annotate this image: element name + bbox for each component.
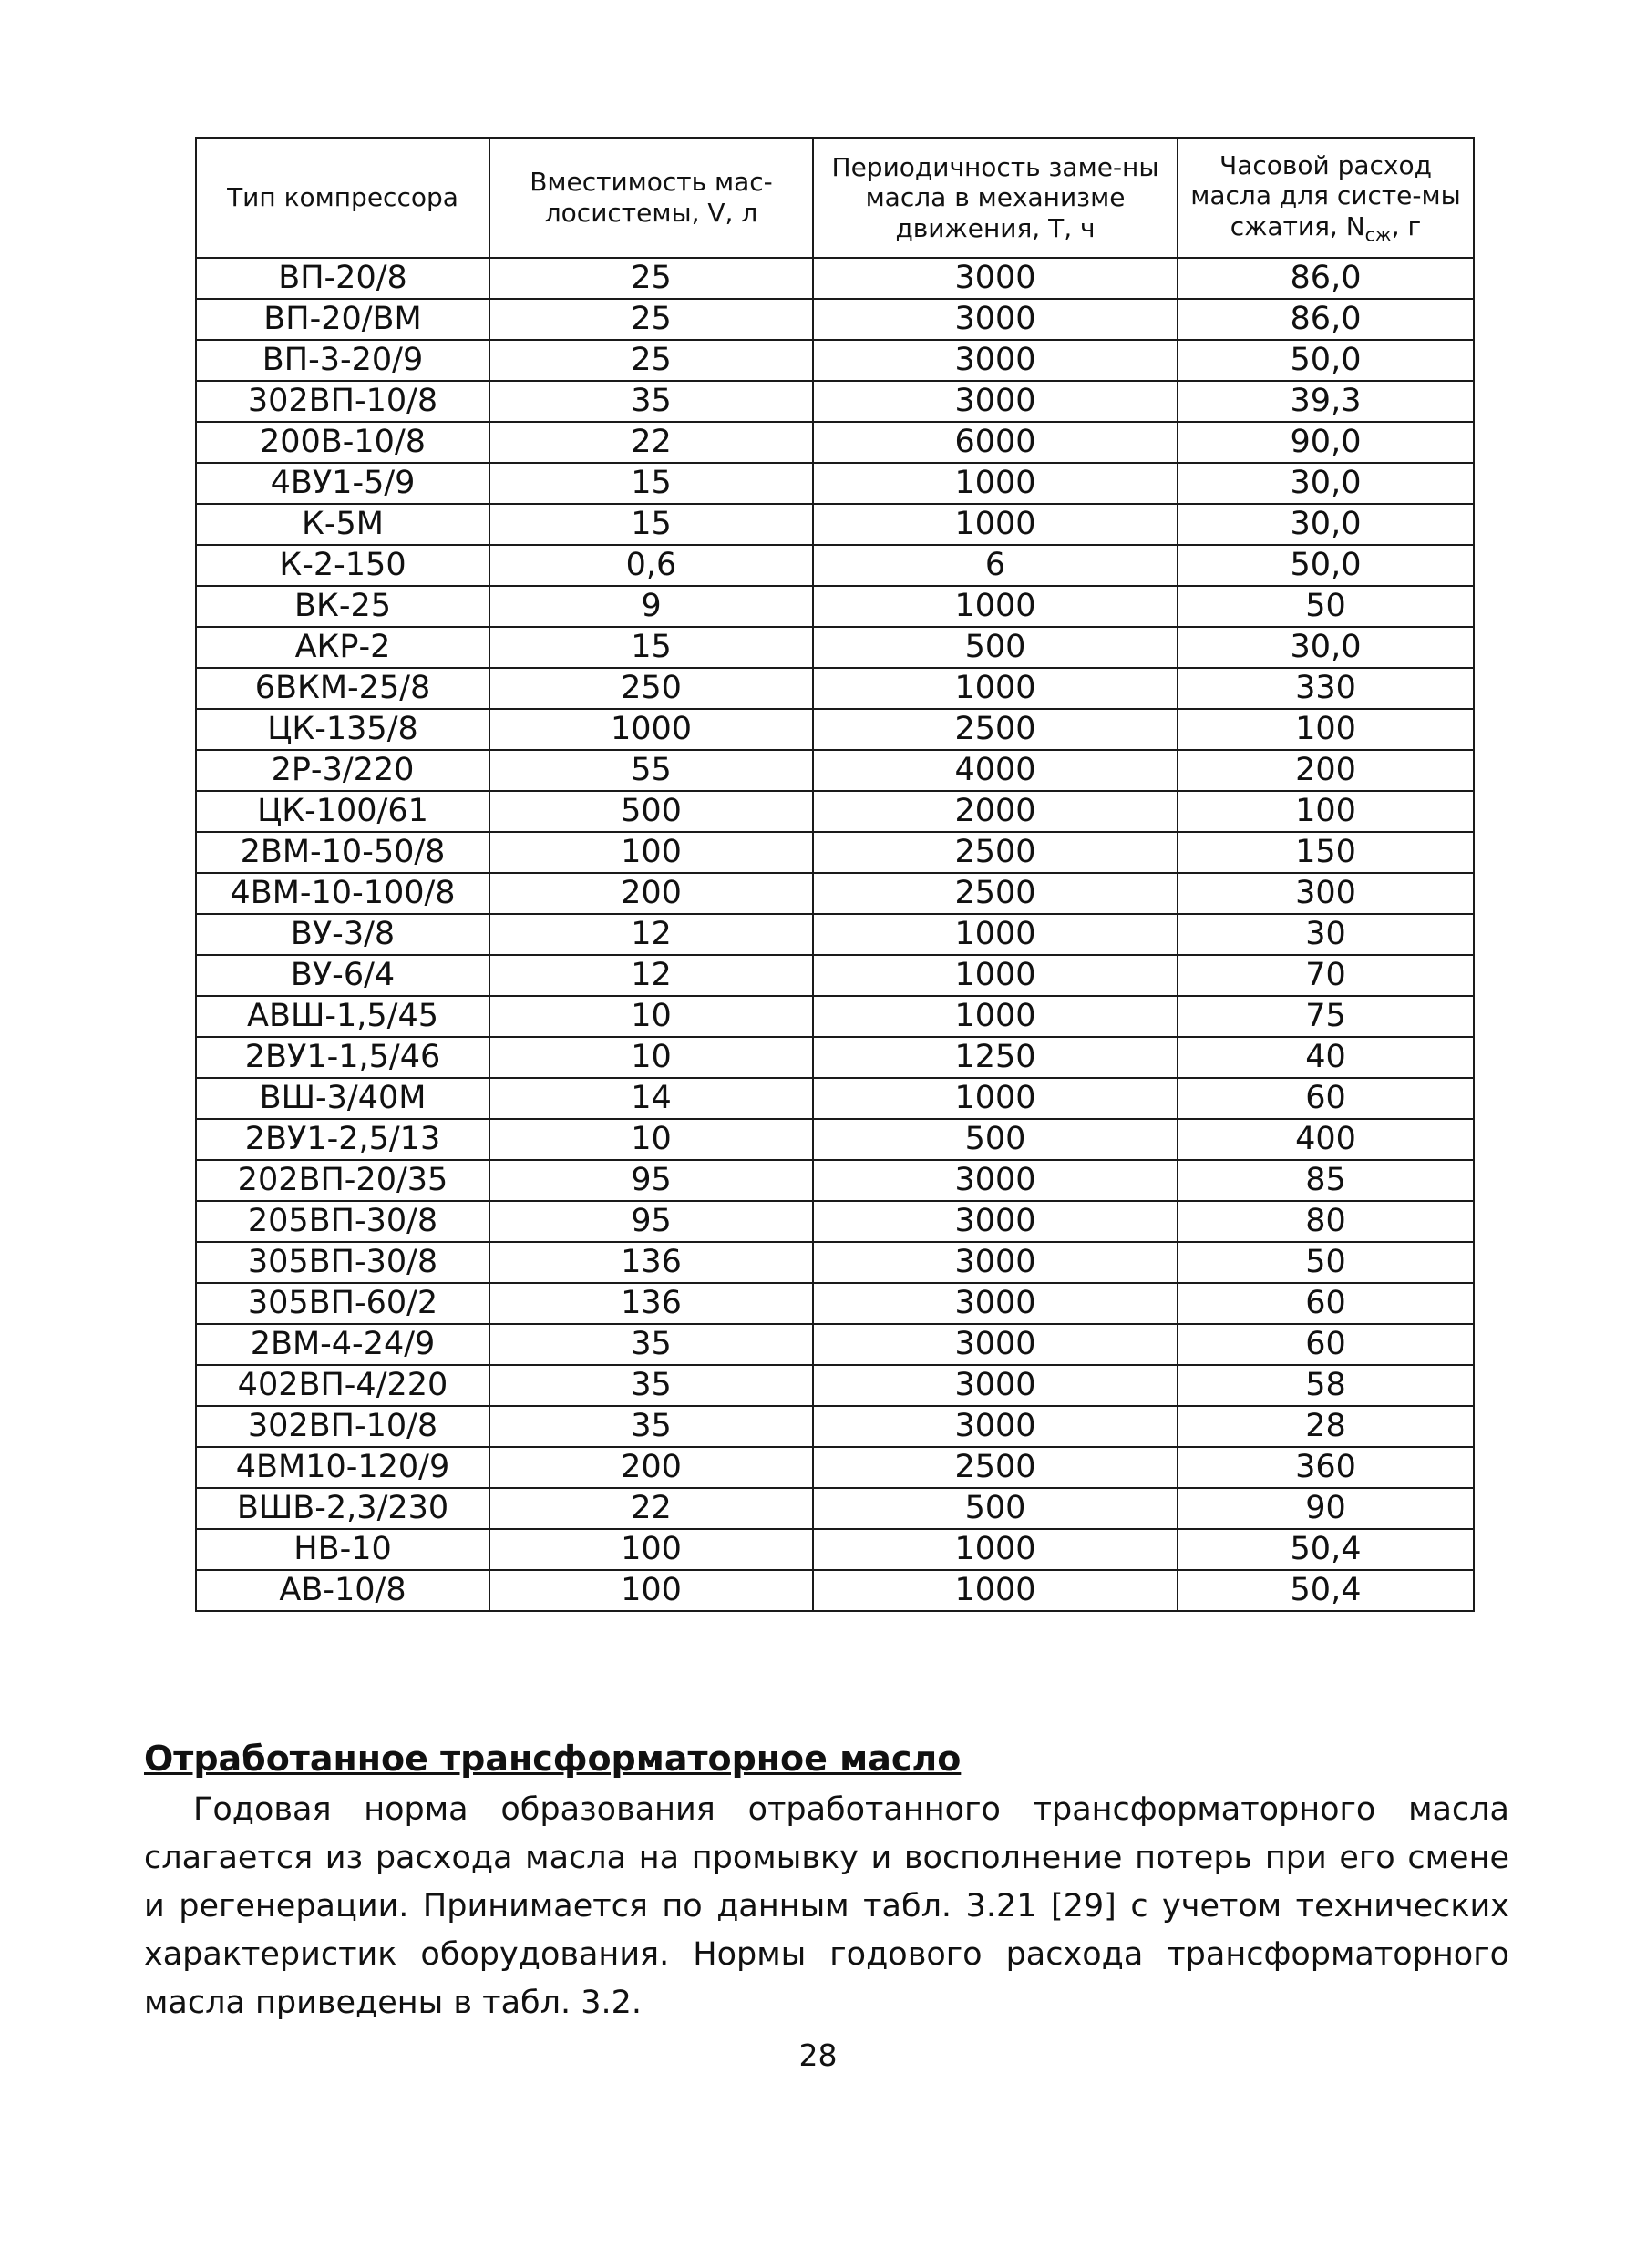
cell-capacity: 35: [489, 1365, 813, 1406]
header-consumption-text: Часовой расход масла для систе-мы сжатия, N: [1190, 149, 1461, 241]
table-row: [196, 258, 1474, 299]
cell-period: 3000: [813, 1406, 1178, 1447]
cell-consumption: 100: [1178, 791, 1474, 832]
table-row: [196, 1365, 1474, 1406]
cell-period: 1000: [813, 504, 1178, 545]
cell-type: 305ВП-60/2: [196, 1283, 489, 1324]
cell-capacity: 22: [489, 422, 813, 463]
cell-type: АВ-10/8: [196, 1570, 489, 1611]
table-row: [196, 381, 1474, 422]
cell-consumption: 50: [1178, 1242, 1474, 1283]
cell-type: 200В-10/8: [196, 422, 489, 463]
cell-period: 3000: [813, 1201, 1178, 1242]
cell-consumption: 60: [1178, 1078, 1474, 1119]
cell-capacity: 0,6: [489, 545, 813, 586]
cell-period: 1250: [813, 1037, 1178, 1078]
table-row: [196, 873, 1474, 914]
cell-capacity: 25: [489, 299, 813, 340]
cell-capacity: 25: [489, 258, 813, 299]
cell-period: 1000: [813, 914, 1178, 955]
section-paragraph: Годовая норма образования отработанного трансформаторного масла слагается из расхода масла на промывку и восполнение потерь при его смене и регенерации. Принимается по данным табл. 3.21 [29] с учетом технических характеристик оборудования. Нормы годового расхода трансформаторного масла приведены в табл. 3.2.: [144, 1791, 1509, 2021]
cell-period: 1000: [813, 586, 1178, 627]
table-row: [196, 340, 1474, 381]
cell-type: ВШ-3/40М: [196, 1078, 489, 1119]
table-row: [196, 463, 1474, 504]
cell-type: АКР-2: [196, 627, 489, 668]
cell-type: 302ВП-10/8: [196, 1406, 489, 1447]
cell-period: 1000: [813, 1529, 1178, 1570]
cell-consumption: 30,0: [1178, 627, 1474, 668]
cell-capacity: 10: [489, 996, 813, 1037]
cell-consumption: 40: [1178, 1037, 1474, 1078]
cell-period: 6: [813, 545, 1178, 586]
cell-capacity: 35: [489, 1324, 813, 1365]
cell-capacity: 1000: [489, 709, 813, 750]
table-row: [196, 422, 1474, 463]
table-row: [196, 1201, 1474, 1242]
cell-capacity: 136: [489, 1242, 813, 1283]
cell-type: ВУ-3/8: [196, 914, 489, 955]
cell-type: 2ВМ-10-50/8: [196, 832, 489, 873]
cell-consumption: 90,0: [1178, 422, 1474, 463]
cell-consumption: 50,4: [1178, 1570, 1474, 1611]
cell-type: 2ВУ1-1,5/46: [196, 1037, 489, 1078]
cell-period: 500: [813, 1119, 1178, 1160]
cell-period: 1000: [813, 1570, 1178, 1611]
cell-consumption: 75: [1178, 996, 1474, 1037]
cell-capacity: 100: [489, 1570, 813, 1611]
cell-type: АВШ-1,5/45: [196, 996, 489, 1037]
cell-type: К-2-150: [196, 545, 489, 586]
cell-consumption: 86,0: [1178, 299, 1474, 340]
cell-type: ВП-20/8: [196, 258, 489, 299]
cell-consumption: 58: [1178, 1365, 1474, 1406]
cell-type: НВ-10: [196, 1529, 489, 1570]
table-row: [196, 709, 1474, 750]
cell-type: ВП-3-20/9: [196, 340, 489, 381]
cell-capacity: 10: [489, 1037, 813, 1078]
cell-consumption: 400: [1178, 1119, 1474, 1160]
cell-consumption: 50,0: [1178, 545, 1474, 586]
table-row: [196, 1529, 1474, 1570]
header-consumption-subscript: сж: [1364, 223, 1392, 246]
cell-period: 2500: [813, 832, 1178, 873]
cell-capacity: 136: [489, 1283, 813, 1324]
table-row: [196, 832, 1474, 873]
table-row: [196, 668, 1474, 709]
table-row: [196, 1283, 1474, 1324]
table-row: [196, 1447, 1474, 1488]
cell-consumption: 50,0: [1178, 340, 1474, 381]
header-period: Периодичность заме-ны масла в механизме движения, T, ч: [813, 138, 1178, 258]
cell-consumption: 200: [1178, 750, 1474, 791]
cell-consumption: 100: [1178, 709, 1474, 750]
table-row: [196, 791, 1474, 832]
header-capacity: Вместимость мас-лосистемы, V, л: [489, 138, 813, 258]
cell-consumption: 80: [1178, 1201, 1474, 1242]
cell-capacity: 200: [489, 1447, 813, 1488]
header-consumption: [1178, 138, 1474, 258]
cell-consumption: 90: [1178, 1488, 1474, 1529]
cell-period: 4000: [813, 750, 1178, 791]
cell-period: 6000: [813, 422, 1178, 463]
cell-consumption: 50: [1178, 586, 1474, 627]
cell-type: ВК-25: [196, 586, 489, 627]
table-row: [196, 1119, 1474, 1160]
cell-capacity: 22: [489, 1488, 813, 1529]
cell-type: ВП-20/ВМ: [196, 299, 489, 340]
table-row: [196, 1078, 1474, 1119]
cell-period: 3000: [813, 1283, 1178, 1324]
cell-period: 3000: [813, 258, 1178, 299]
cell-capacity: 15: [489, 627, 813, 668]
cell-period: 3000: [813, 381, 1178, 422]
table-body: [196, 258, 1474, 1611]
table-row: [196, 996, 1474, 1037]
table-row: [196, 299, 1474, 340]
cell-capacity: 15: [489, 504, 813, 545]
cell-period: 500: [813, 627, 1178, 668]
cell-period: 1000: [813, 1078, 1178, 1119]
cell-capacity: 250: [489, 668, 813, 709]
table-row: [196, 1242, 1474, 1283]
cell-consumption: 85: [1178, 1160, 1474, 1201]
table-row: [196, 955, 1474, 996]
cell-consumption: 86,0: [1178, 258, 1474, 299]
cell-capacity: 25: [489, 340, 813, 381]
cell-type: ЦК-135/8: [196, 709, 489, 750]
cell-type: ЦК-100/61: [196, 791, 489, 832]
cell-capacity: 35: [489, 381, 813, 422]
cell-period: 2500: [813, 1447, 1178, 1488]
cell-period: 1000: [813, 668, 1178, 709]
table-row: [196, 1570, 1474, 1611]
cell-period: 2500: [813, 873, 1178, 914]
cell-type: 305ВП-30/8: [196, 1242, 489, 1283]
cell-capacity: 500: [489, 791, 813, 832]
cell-type: 205ВП-30/8: [196, 1201, 489, 1242]
cell-consumption: 28: [1178, 1406, 1474, 1447]
cell-period: 1000: [813, 955, 1178, 996]
table-row: [196, 1406, 1474, 1447]
cell-period: 2000: [813, 791, 1178, 832]
cell-capacity: 9: [489, 586, 813, 627]
cell-period: 3000: [813, 1160, 1178, 1201]
cell-capacity: 95: [489, 1160, 813, 1201]
cell-type: К-5М: [196, 504, 489, 545]
cell-period: 3000: [813, 340, 1178, 381]
cell-consumption: 330: [1178, 668, 1474, 709]
page-number: 28: [798, 2037, 838, 2073]
table-row: [196, 586, 1474, 627]
table-row: [196, 1037, 1474, 1078]
cell-consumption: 50,4: [1178, 1529, 1474, 1570]
table-row: [196, 914, 1474, 955]
table-row: [196, 1324, 1474, 1365]
cell-capacity: 12: [489, 955, 813, 996]
cell-period: 1000: [813, 463, 1178, 504]
cell-period: 3000: [813, 299, 1178, 340]
cell-capacity: 100: [489, 1529, 813, 1570]
cell-consumption: 60: [1178, 1283, 1474, 1324]
header-type: Тип компрессора: [196, 138, 489, 258]
cell-period: 3000: [813, 1365, 1178, 1406]
cell-consumption: 150: [1178, 832, 1474, 873]
cell-capacity: 100: [489, 832, 813, 873]
cell-type: 202ВП-20/35: [196, 1160, 489, 1201]
cell-type: 2ВМ-4-24/9: [196, 1324, 489, 1365]
cell-capacity: 14: [489, 1078, 813, 1119]
cell-consumption: 30,0: [1178, 504, 1474, 545]
table-row: [196, 627, 1474, 668]
cell-period: 1000: [813, 996, 1178, 1037]
table-row: [196, 545, 1474, 586]
cell-period: 3000: [813, 1324, 1178, 1365]
cell-consumption: 360: [1178, 1447, 1474, 1488]
cell-period: 3000: [813, 1242, 1178, 1283]
table-row: [196, 750, 1474, 791]
compressor-oil-table: [195, 137, 1475, 1612]
cell-capacity: 12: [489, 914, 813, 955]
cell-type: 402ВП-4/220: [196, 1365, 489, 1406]
section-heading: Отработанное трансформаторное масло: [144, 1739, 962, 1779]
cell-capacity: 10: [489, 1119, 813, 1160]
cell-period: 2500: [813, 709, 1178, 750]
cell-type: 4ВУ1-5/9: [196, 463, 489, 504]
cell-consumption: 30,0: [1178, 463, 1474, 504]
cell-capacity: 15: [489, 463, 813, 504]
table-row: [196, 1488, 1474, 1529]
cell-consumption: 300: [1178, 873, 1474, 914]
cell-capacity: 95: [489, 1201, 813, 1242]
cell-type: ВУ-6/4: [196, 955, 489, 996]
cell-type: 302ВП-10/8: [196, 381, 489, 422]
cell-consumption: 70: [1178, 955, 1474, 996]
cell-type: 2Р-3/220: [196, 750, 489, 791]
table-header-row: [196, 138, 1474, 258]
cell-capacity: 55: [489, 750, 813, 791]
cell-type: ВШВ-2,3/230: [196, 1488, 489, 1529]
cell-type: 6ВКМ-25/8: [196, 668, 489, 709]
cell-consumption: 60: [1178, 1324, 1474, 1365]
cell-capacity: 200: [489, 873, 813, 914]
cell-consumption: 30: [1178, 914, 1474, 955]
cell-type: 4ВМ10-120/9: [196, 1447, 489, 1488]
cell-period: 500: [813, 1488, 1178, 1529]
cell-type: 4ВМ-10-100/8: [196, 873, 489, 914]
table-row: [196, 504, 1474, 545]
table-row: [196, 1160, 1474, 1201]
header-consumption-unit: , г: [1391, 210, 1422, 241]
cell-consumption: 39,3: [1178, 381, 1474, 422]
cell-type: 2ВУ1-2,5/13: [196, 1119, 489, 1160]
cell-capacity: 35: [489, 1406, 813, 1447]
